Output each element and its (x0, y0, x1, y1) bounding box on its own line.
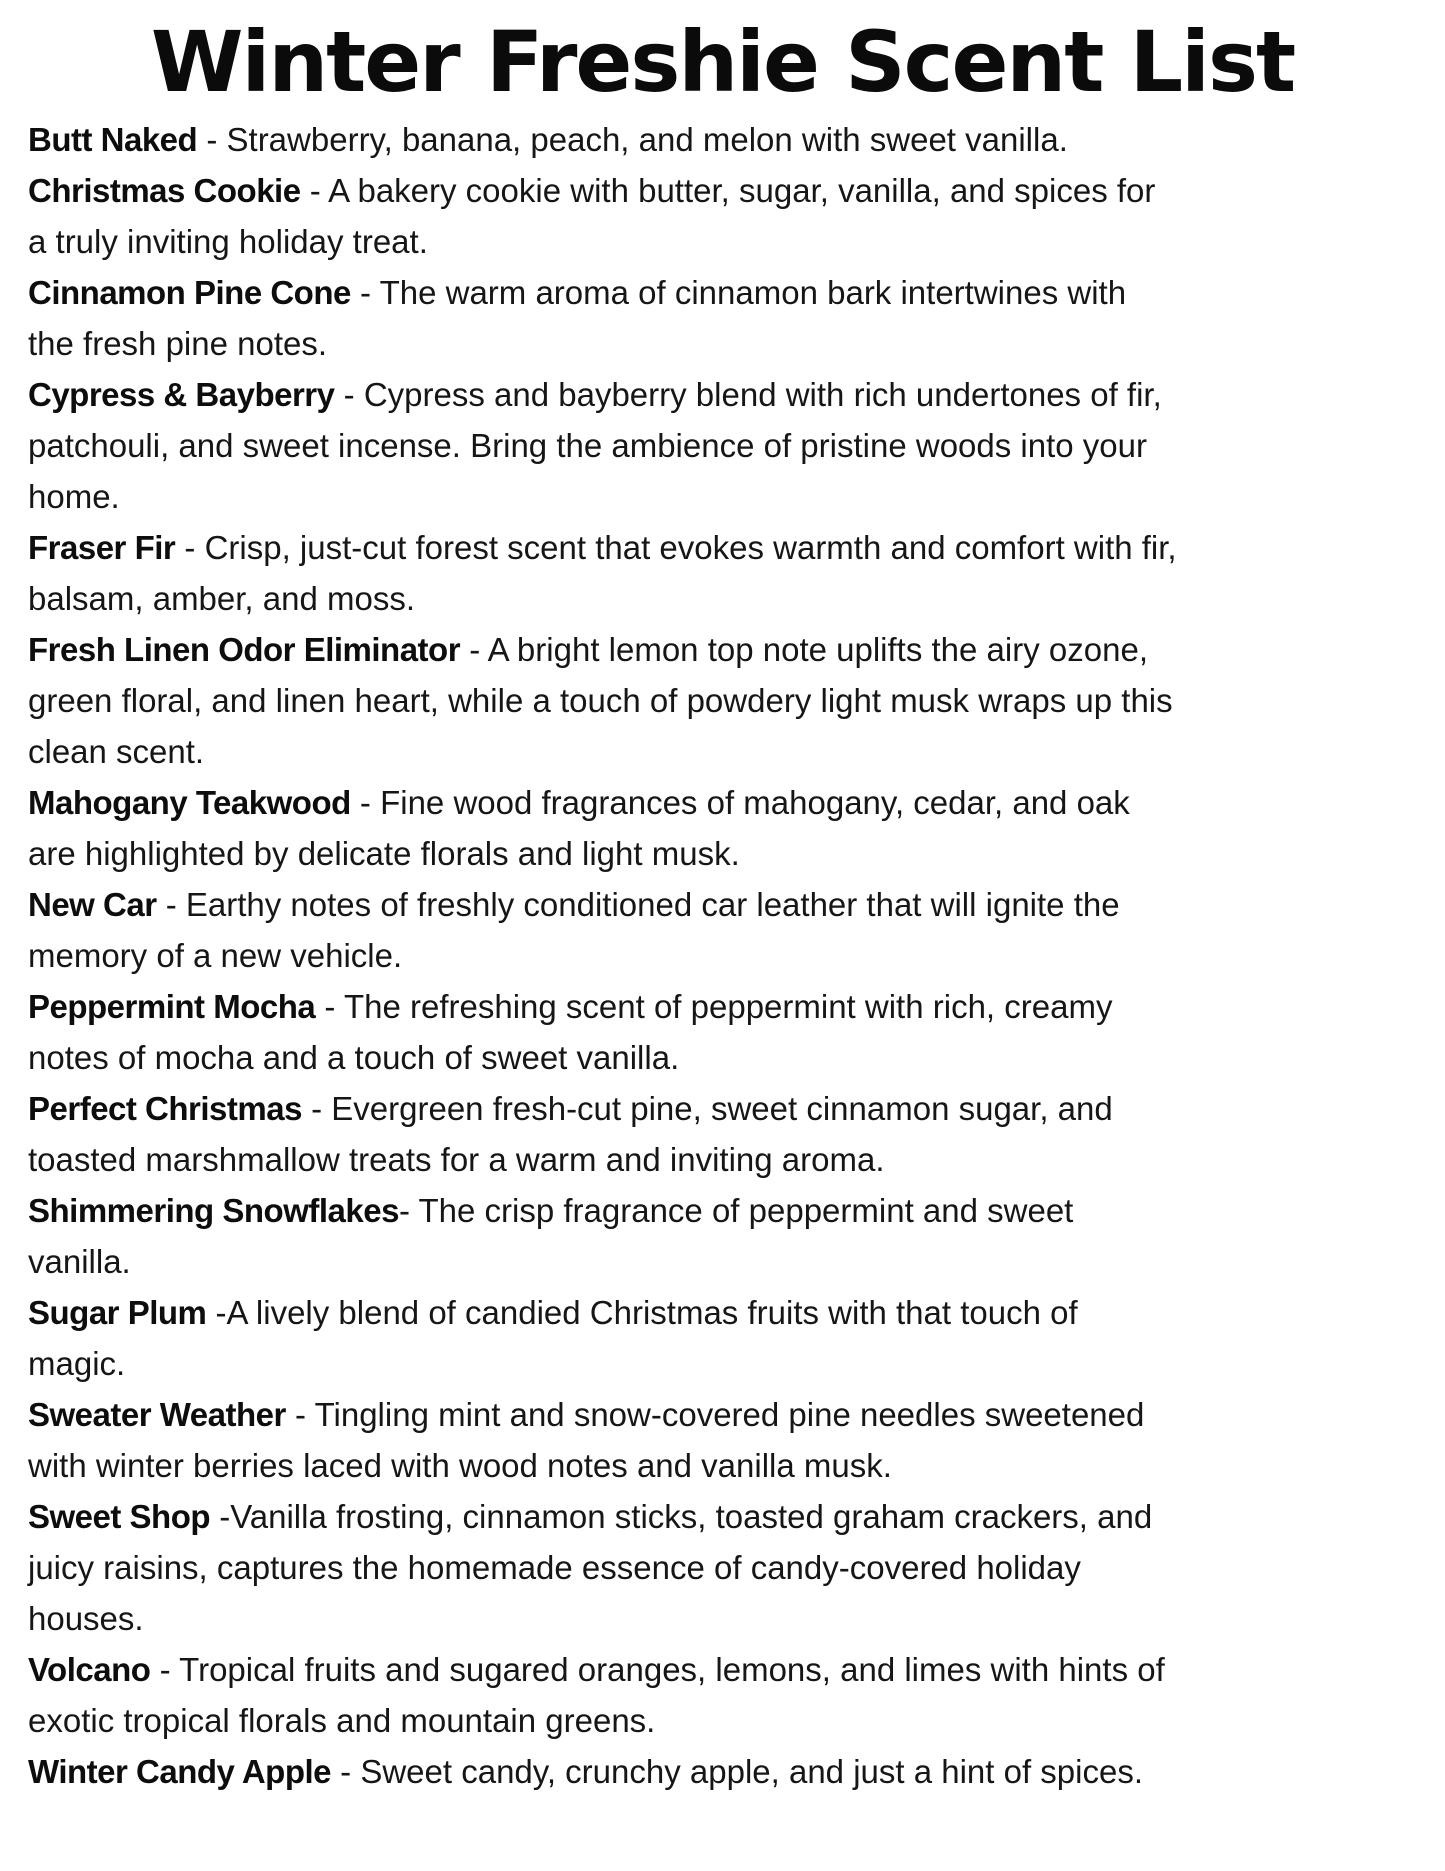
scent-description: The refreshing scent of peppermint with rich, creamy notes of mocha and a touch of sweet vanilla. (28, 988, 1113, 1077)
scent-name: Fresh Linen Odor Eliminator (28, 631, 461, 669)
scent-list (28, 114, 1178, 1797)
scent-name: Sweater Weather (28, 1396, 286, 1434)
scent-entry (28, 369, 1178, 522)
scent-name: Shimmering Snowflakes (28, 1192, 399, 1230)
scent-separator: - (315, 988, 344, 1026)
scent-separator: - (175, 529, 205, 567)
scent-name: Cypress & Bayberry (28, 376, 335, 414)
scent-name: New Car (28, 886, 157, 924)
scent-name: Cinnamon Pine Cone (28, 274, 351, 312)
scent-entry (28, 1644, 1178, 1746)
scent-description: Tropical fruits and sugared oranges, lemons, and limes with hints of exotic tropical florals and mountain greens. (28, 1651, 1165, 1740)
scent-name: Perfect Christmas (28, 1090, 302, 1128)
scent-name: Christmas Cookie (28, 172, 301, 210)
scent-description: The crisp fragrance of peppermint and sweet vanilla. (28, 1192, 1074, 1281)
scent-entry (28, 1287, 1178, 1389)
scent-separator: - (301, 1090, 332, 1128)
scent-name: Winter Candy Apple (28, 1753, 332, 1791)
scent-description: A bakery cookie with butter, sugar, vanilla, and spices for a truly inviting holiday treat. (28, 172, 1156, 261)
scent-name: Peppermint Mocha (28, 988, 316, 1026)
scent-entry (28, 522, 1178, 624)
scent-separator: - (350, 784, 381, 822)
scent-entry (28, 1746, 1178, 1797)
page-title: Winter Freshie Scent List (150, 13, 1295, 111)
scent-separator: - (460, 631, 488, 669)
scent-name: Butt Naked (28, 121, 198, 159)
scent-name: Sweet Shop (28, 1498, 211, 1536)
scent-entry (28, 267, 1178, 369)
scent-separator: - (334, 376, 364, 414)
scent-name: Volcano (28, 1651, 151, 1689)
scent-description: Tingling mint and snow-covered pine needles sweetened with winter berries laced with wood notes and vanilla musk. (28, 1396, 1145, 1485)
scent-separator: - (331, 1753, 361, 1791)
scent-description: Vanilla frosting, cinnamon sticks, toasted graham crackers, and juicy raisins, captures the homemade essence of candy-covered holiday houses. (28, 1498, 1153, 1638)
scent-entry (28, 1185, 1178, 1287)
scent-separator: - (197, 121, 227, 159)
scent-name: Sugar Plum (28, 1294, 207, 1332)
scent-description: Fine wood fragrances of mahogany, cedar, and oak are highlighted by delicate florals and light musk. (28, 784, 1130, 873)
scent-entry (28, 165, 1178, 267)
scent-entry (28, 624, 1178, 777)
scent-entry (28, 114, 1178, 165)
scent-separator: - (300, 172, 329, 210)
scent-entry (28, 981, 1178, 1083)
scent-separator: - (350, 274, 380, 312)
scent-name: Fraser Fir (28, 529, 176, 567)
scent-description: Crisp, just-cut forest scent that evokes warmth and comfort with fir, balsam, amber, and moss. (28, 529, 1177, 618)
scent-description: Sweet candy, crunchy apple, and just a hint of spices. (360, 1753, 1144, 1791)
scent-description: Earthy notes of freshly conditioned car leather that will ignite the memory of a new vehicle. (28, 886, 1120, 975)
scent-entry (28, 1083, 1178, 1185)
scent-description: Evergreen fresh-cut pine, sweet cinnamon sugar, and toasted marshmallow treats for a warm and inviting aroma. (28, 1090, 1113, 1179)
scent-entry (28, 1491, 1178, 1644)
scent-entry (28, 1389, 1178, 1491)
scent-description: The warm aroma of cinnamon bark intertwines with the fresh pine notes. (28, 274, 1127, 363)
scent-entry (28, 777, 1178, 879)
scent-separator: - (285, 1396, 315, 1434)
scent-separator: - (156, 886, 186, 924)
scent-separator: - (150, 1651, 180, 1689)
scent-description: A lively blend of candied Christmas fruits with that touch of magic. (28, 1294, 1078, 1383)
scent-entry (28, 879, 1178, 981)
scent-separator: - (398, 1192, 419, 1230)
scent-description: Cypress and bayberry blend with rich undertones of fir, patchouli, and sweet incense. Bring the ambience of pristine woods into your home. (28, 376, 1162, 516)
scent-separator: - (210, 1498, 231, 1536)
scent-description: A bright lemon top note uplifts the airy ozone, green floral, and linen heart, while a touch of powdery light musk wraps up this clean scent. (28, 631, 1173, 771)
scent-description: Strawberry, banana, peach, and melon with sweet vanilla. (226, 121, 1068, 159)
scent-name: Mahogany Teakwood (28, 784, 351, 822)
scent-separator: - (206, 1294, 227, 1332)
